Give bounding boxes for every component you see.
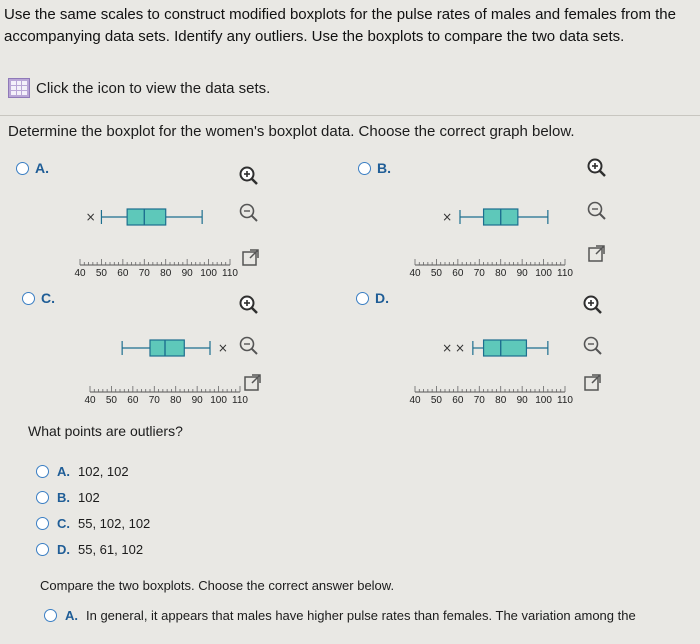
outlier-answer-a-text[interactable]: 102, 102 bbox=[78, 464, 129, 479]
option-d-label[interactable]: D. bbox=[375, 290, 389, 306]
option-b-radio[interactable] bbox=[358, 162, 371, 175]
open-new-window-icon[interactable] bbox=[586, 243, 608, 265]
axis-tick-label: 50 bbox=[105, 395, 117, 406]
option-c[interactable] bbox=[22, 290, 55, 306]
open-new-window-icon[interactable] bbox=[242, 372, 264, 394]
zoom-out-icon[interactable] bbox=[238, 335, 260, 357]
axis-tick-label: 60 bbox=[127, 395, 139, 406]
axis-tick-label: 90 bbox=[516, 268, 528, 279]
outlier-marker: × bbox=[442, 210, 453, 224]
zoom-in-icon[interactable] bbox=[238, 165, 260, 187]
outlier-answer-b[interactable] bbox=[36, 490, 100, 505]
axis-tick-label: 50 bbox=[430, 395, 442, 406]
axis-tick-label: 100 bbox=[200, 268, 217, 279]
axis-tick-label: 90 bbox=[181, 268, 193, 279]
outlier-answer-b-letter[interactable]: B. bbox=[57, 490, 70, 505]
iqr-box bbox=[150, 340, 184, 356]
compare-answer-a[interactable] bbox=[44, 608, 694, 623]
outlier-marker: × bbox=[85, 210, 96, 224]
option-c-radio[interactable] bbox=[22, 292, 35, 305]
outlier-marker: × bbox=[442, 341, 453, 355]
outlier-answer-c[interactable] bbox=[36, 516, 150, 531]
prompt-line-2: accompanying data sets. Identify any outliers. Use the boxplots to compare the two data sets. bbox=[4, 28, 625, 45]
option-d[interactable] bbox=[356, 290, 389, 306]
compare-answer-a-text[interactable]: In general, it appears that males have higher pulse rates than females. The variation among the bbox=[86, 608, 636, 623]
axis-tick-label: 40 bbox=[409, 395, 421, 406]
outliers-question: What points are outliers? bbox=[28, 423, 183, 439]
problem-prompt bbox=[4, 4, 694, 48]
compare-answer-a-radio[interactable] bbox=[44, 609, 57, 622]
axis-tick-label: 60 bbox=[452, 268, 464, 279]
data-sets-link[interactable] bbox=[8, 74, 270, 102]
zoom-in-icon[interactable] bbox=[238, 294, 260, 316]
zoom-out-icon[interactable] bbox=[582, 335, 604, 357]
axis-tick-label: 100 bbox=[535, 395, 552, 406]
axis-tick-label: 100 bbox=[535, 268, 552, 279]
outlier-answer-d-text[interactable]: 55, 61, 102 bbox=[78, 542, 144, 557]
outlier-answer-c-radio[interactable] bbox=[36, 517, 49, 530]
axis-tick-label: 90 bbox=[191, 395, 203, 406]
axis-tick-label: 60 bbox=[117, 268, 129, 279]
outlier-answer-a[interactable] bbox=[36, 464, 129, 479]
boxplot-question: Determine the boxplot for the women's boxplot data. Choose the correct graph below. bbox=[8, 123, 575, 140]
axis-tick-label: 40 bbox=[84, 395, 96, 406]
zoom-in-icon[interactable] bbox=[586, 157, 608, 179]
boxplot-d bbox=[405, 330, 580, 410]
zoom-out-icon[interactable] bbox=[238, 202, 260, 224]
option-b[interactable] bbox=[358, 160, 391, 176]
boxplot-b bbox=[405, 195, 580, 280]
data-table-icon[interactable] bbox=[8, 78, 30, 98]
outlier-answer-c-text[interactable]: 55, 102, 102 bbox=[78, 516, 151, 531]
axis-tick-label: 110 bbox=[557, 395, 573, 406]
zoom-out-icon[interactable] bbox=[586, 200, 608, 222]
open-new-window-icon[interactable] bbox=[582, 372, 604, 394]
option-a[interactable] bbox=[16, 160, 49, 176]
outlier-answer-d[interactable] bbox=[36, 542, 143, 557]
section-divider bbox=[0, 115, 700, 116]
axis-tick-label: 110 bbox=[557, 268, 573, 279]
iqr-box bbox=[484, 340, 527, 356]
axis-tick-label: 110 bbox=[232, 395, 248, 406]
axis-tick-label: 70 bbox=[473, 268, 485, 279]
axis-tick-label: 70 bbox=[148, 395, 160, 406]
axis-tick-label: 60 bbox=[452, 395, 464, 406]
compare-question: Compare the two boxplots. Choose the correct answer below. bbox=[40, 578, 395, 593]
outlier-answer-b-text[interactable]: 102 bbox=[78, 490, 100, 505]
axis-tick-label: 110 bbox=[222, 268, 238, 279]
axis-tick-label: 70 bbox=[473, 395, 485, 406]
outlier-marker: × bbox=[217, 341, 228, 355]
outlier-answer-c-letter[interactable]: C. bbox=[57, 516, 70, 531]
boxplot-a bbox=[70, 195, 245, 280]
zoom-in-icon[interactable] bbox=[582, 294, 604, 316]
prompt-line-1: Use the same scales to construct modified boxplots for the pulse rates of males and females from the bbox=[4, 6, 676, 23]
axis-tick-label: 40 bbox=[409, 268, 421, 279]
outlier-answer-a-letter[interactable]: A. bbox=[57, 464, 70, 479]
axis-tick-label: 90 bbox=[516, 395, 528, 406]
boxplot-c bbox=[80, 330, 255, 410]
axis-tick-label: 80 bbox=[495, 395, 507, 406]
option-d-radio[interactable] bbox=[356, 292, 369, 305]
data-sets-link-label[interactable]: Click the icon to view the data sets. bbox=[36, 79, 271, 97]
axis-tick-label: 40 bbox=[74, 268, 86, 279]
axis-tick-label: 80 bbox=[170, 395, 182, 406]
axis-tick-label: 50 bbox=[430, 268, 442, 279]
outlier-answer-a-radio[interactable] bbox=[36, 465, 49, 478]
axis-tick-label: 70 bbox=[138, 268, 150, 279]
outlier-answer-b-radio[interactable] bbox=[36, 491, 49, 504]
option-c-label[interactable]: C. bbox=[41, 290, 55, 306]
option-a-label[interactable]: A. bbox=[35, 160, 49, 176]
axis-tick-label: 80 bbox=[495, 268, 507, 279]
axis-tick-label: 50 bbox=[95, 268, 107, 279]
open-new-window-icon[interactable] bbox=[240, 247, 262, 269]
option-a-radio[interactable] bbox=[16, 162, 29, 175]
outlier-answer-d-radio[interactable] bbox=[36, 543, 49, 556]
axis-tick-label: 80 bbox=[160, 268, 172, 279]
iqr-box bbox=[127, 209, 166, 225]
outlier-answer-d-letter[interactable]: D. bbox=[57, 542, 70, 557]
compare-answer-a-letter[interactable]: A. bbox=[65, 608, 78, 623]
outlier-marker: × bbox=[454, 341, 466, 355]
axis-tick-label: 100 bbox=[210, 395, 227, 406]
option-b-label[interactable]: B. bbox=[377, 160, 391, 176]
